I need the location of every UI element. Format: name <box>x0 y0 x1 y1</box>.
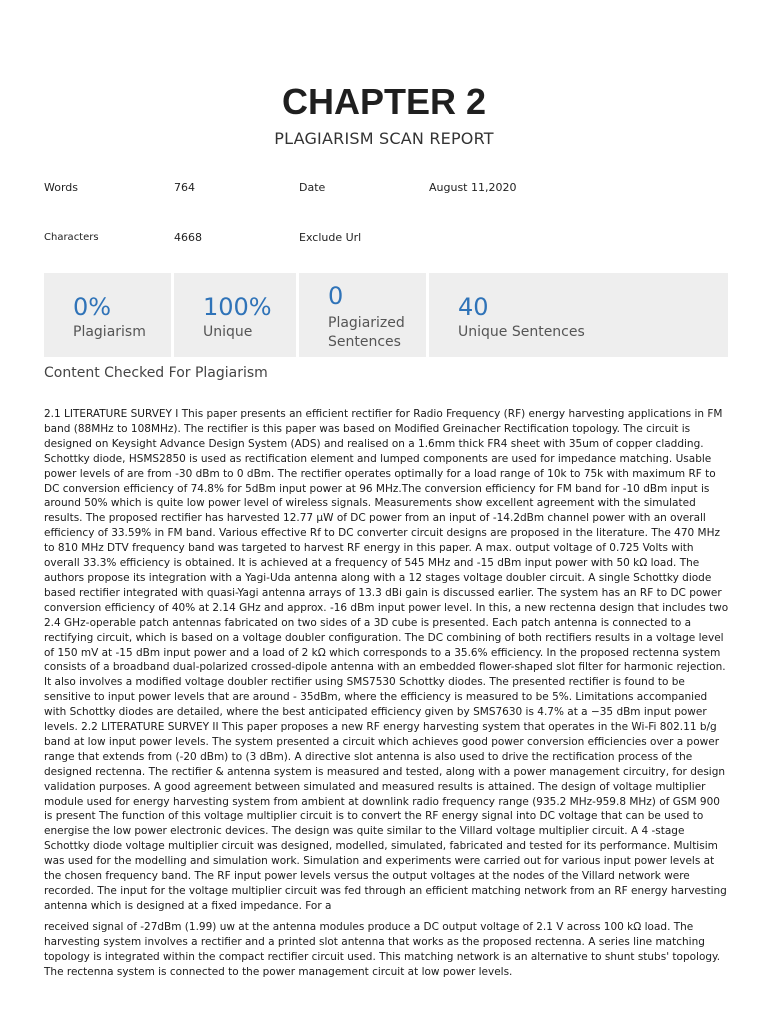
content-title: Content Checked For Plagiarism <box>44 365 268 381</box>
date-label: Date <box>299 181 326 194</box>
content-paragraph-continued: received signal of -27dBm (1.99) uw at the antenna modules produce a DC output voltage of 2.1 V across 100 kΩ load. The harvesting system involves a rectifier and a printed slot antenna that works as the proposed rectenna. A series line matching topology is integrated within the compact rectifier circuit used. This matching network is an alternative to shunt stubs' topology. The rectenna system is connected to the power management circuit at low power levels. <box>44 921 721 978</box>
stat-label: Plagiarized Sentences <box>328 315 405 350</box>
report-subtitle: PLAGIARISM SCAN REPORT <box>274 129 494 148</box>
stat-value: 40 <box>458 293 489 321</box>
stat-value: 0% <box>73 293 112 321</box>
stat-value: 100% <box>203 293 272 321</box>
characters-label: Characters <box>44 232 99 243</box>
stat-value: 0 <box>328 282 344 310</box>
stat-unique <box>174 273 296 357</box>
stat-label: Plagiarism <box>73 324 146 340</box>
words-label: Words <box>44 181 79 194</box>
stat-label: Unique Sentences <box>458 324 585 340</box>
chapter-title: CHAPTER 2 <box>281 81 487 122</box>
stat-plagiarized-sentences <box>299 273 426 357</box>
stat-unique-sentences <box>429 273 728 357</box>
stat-plagiarism <box>44 273 171 357</box>
stats-panel <box>44 273 728 357</box>
words-value: 764 <box>174 181 195 194</box>
characters-value: 4668 <box>174 231 202 244</box>
stat-label: Unique <box>203 324 253 340</box>
content-paragraph: 2.1 LITERATURE SURVEY I This paper presents an efficient rectifier for Radio Frequency (RF) energy harvesting applications in FM band (88MHz to 108MHz). The rectifier is this paper was based on Modified Greinacher Rectification topology. The circuit is designed on Keysight Advance Design System (ADS) and realised on a 1.6mm thick FR4 sheet with 35um of copper cladding. Schottky diode, HSMS2850 is used as rectification element and lumped components are used for impedance matching. Usable power levels of are from -30 dBm to 0 dBm. The rectifier operates optimally for a load range of 10k to 75k with maximum RF to DC conversion efficiency of 74.8% for 5dBm input power at 96 MHz.The conversion efficiency for FM band for -10 dBm input is around 50% which is quite low power level of wireless signals. Measurements show excellent agreement with the simulated results. The proposed rectifier has harvested 12.77 µW of DC power from an input of -14.2dBm channel power with an overall efficiency of 33.59% in FM band. Various effective Rf to DC converter circuit designs are proposed in the literature. The 470 MHz to 810 MHz DTV frequency band was targeted to harvest RF energy in this paper. A max. output voltage of 0.725 Volts with overall 33.3% efficiency is obtained. It is achieved at a frequency of 545 MHz and -15 dBm input power with 50 kΩ load. The authors propose its integration with a Yagi-Uda antenna along with a 12 stages voltage doubler circuit. A single Schottky diode based rectifier integrated with quasi-Yagi antenna arrays of 13.3 dBi gain is discussed earlier. The system has an RF to DC power conversion efficiency of 40% at 2.14 GHz and approx. -16 dBm input power level. In this, a new rectenna design that includes two 2.4 GHz-operable patch antennas fabricated on two sides of a 3D cube is presented. Each patch antenna is connected to a rectifying circuit, which is based on a voltage doubler configuration. The DC combining of both rectifiers results in a voltage level of 150 mV at -15 dBm input power and a load of 2 kΩ which corresponds to a 35.6% efficiency. In the proposed rectenna system consists of a broadband dual-polarized crossed-dipole antenna with an embedded flower-shaped slot filter for harmonic rejection. It also involves a modified voltage doubler rectifier using SMS7530 Schottky diodes. The presented rectifier is found to be sensitive to input power levels that are around - 35dBm, where the efficiency is measured to be 5%. Limitations accompanied with Schottky diodes are detailed, where the best anticipated efficiency given by SMS7630 is 4.7% at a −35 dBm input power levels. 2.2 LITERATURE SURVEY II This paper proposes a new RF energy harvesting system that operates in the Wi-Fi 802.11 b/g band at low input power levels. The system presented a circuit which achieves good power conversion efficiencies over a power range that extends from (-20 dBm) to (3 dBm). A directive slot antenna is also used to drive the rectification process of the designed rectenna. The rectifier & antenna system is measured and tested, along with a power management circuitry, for design validation purposes. A good agreement between simulated and measured results is attained. The design of voltage multiplier module used for energy harvesting system from ambient at downlink radio frequency range (935.2 MHz-959.8 MHz) of GSM 900 is present The function of this voltage multiplier circuit is to convert the RF energy signal into DC voltage that can be used to energise the low power electronic devices. The design was quite similar to the Villard voltage multiplier circuit. A 4 -stage Schottky diode voltage multiplier circuit was designed, modelled, simulated, fabricated and tested for its performance. Multisim was used for the modelling and simulation work. Simulation and experiments were carried out for various input power levels at the chosen frequency band. The RF input power levels versus the output voltages at the nodes of the Villard network were recorded. The input for the voltage multiplier circuit was fed through an efficient matching network from an RF energy harvesting antenna which is designed at a fixed impedance. For a <box>44 408 729 912</box>
exclude-url-label: Exclude Url <box>299 231 362 244</box>
date-value: August 11,2020 <box>429 181 517 194</box>
